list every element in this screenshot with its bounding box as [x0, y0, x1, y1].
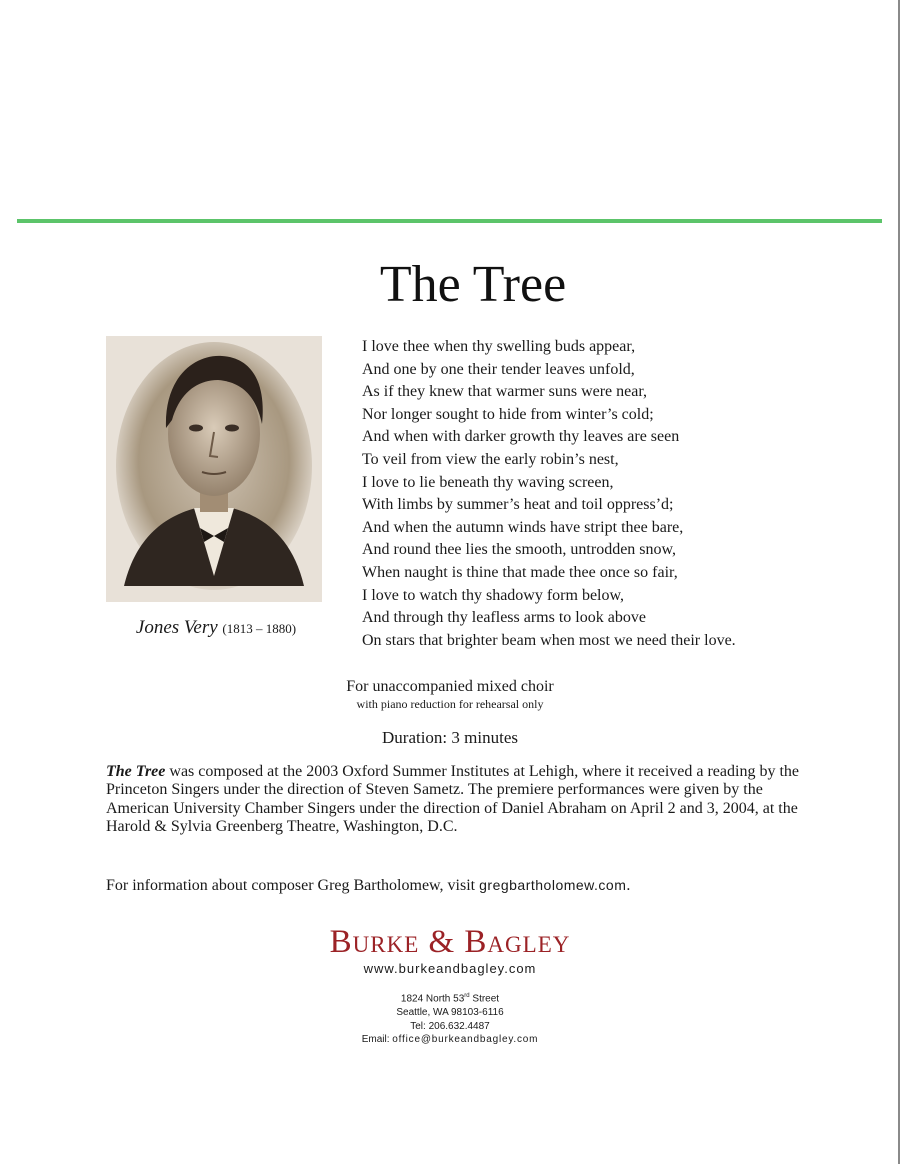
composer-website-link[interactable]: gregbartholomew.com	[479, 877, 627, 893]
green-divider-rule	[17, 219, 882, 223]
duration: Duration: 3 minutes	[382, 728, 518, 747]
page-title: The Tree	[379, 256, 567, 313]
composer-info-text: For information about composer Greg Bartholomew, visit	[106, 877, 480, 894]
poem-line: And when with darker growth thy leaves are seen	[362, 428, 680, 446]
composition-description	[106, 763, 806, 837]
poem-line: Nor longer sought to hide from winter’s cold;	[362, 405, 654, 423]
portrait-caption	[100, 616, 332, 641]
voicing-sub: with piano reduction for rehearsal only	[356, 697, 544, 711]
poem-line: As if they knew that warmer suns were near,	[362, 383, 648, 401]
poem-line: On stars that brighter beam when most we need their love.	[362, 631, 736, 649]
address-city: Seattle, WA 98103-6116	[396, 1006, 504, 1018]
address-street: 1824 North 53rd Street	[400, 993, 500, 1005]
description-title: The Tree	[106, 763, 166, 780]
description-text: was composed at the 2003 Oxford Summer Institutes at Lehigh, where it received a reading by the Princeton Singers under the direction of Steven Sametz. The premiere performances were given by the American University Chamber Singers under the direction of Daniel Abraham on April 2 and 3, 2004, at the Harold & Sylvia Greenberg Theatre, Washington, D.C.	[106, 763, 799, 836]
publisher-address	[0, 990, 900, 1047]
poem-line: When naught is thine that made thee once so fair,	[362, 563, 678, 581]
voicing-note	[0, 678, 900, 712]
author-name: Jones Very	[135, 617, 218, 638]
poem-line: I love thee when thy swelling buds appear,	[362, 338, 636, 355]
poem-line: And through thy leafless arms to look above	[362, 609, 646, 627]
poem-text	[362, 336, 882, 652]
publisher-website-link[interactable]: www.burkeandbagley.com	[363, 961, 537, 976]
email-link[interactable]: office@burkeandbagley.com	[392, 1034, 539, 1046]
address-tel: Tel: 206.632.4487	[410, 1020, 490, 1032]
address-email: Email: office@burkeandbagley.com	[361, 1034, 539, 1046]
sepia-portrait-photo-icon	[106, 336, 322, 602]
author-dates: (1813 – 1880)	[222, 621, 297, 636]
publisher-logo: Burke & Bagley	[329, 924, 571, 960]
poem-line: And one by one their tender leaves unfold,	[362, 360, 635, 378]
poem-line: And when the autumn winds have stript thee bare,	[362, 518, 684, 536]
poem-line: And round thee lies the smooth, untrodden snow,	[362, 541, 677, 559]
poem-line: With limbs by summer’s heat and toil oppress’d;	[362, 496, 674, 514]
composer-info	[106, 875, 866, 896]
poem-line: To veil from view the early robin’s nest,	[362, 450, 619, 468]
voicing-main: For unaccompanied mixed choir	[346, 678, 554, 695]
poem-line: I love to watch thy shadowy form below,	[362, 586, 625, 604]
poem-line: I love to lie beneath thy waving screen,	[362, 473, 614, 491]
composer-info-end: .	[626, 877, 631, 894]
